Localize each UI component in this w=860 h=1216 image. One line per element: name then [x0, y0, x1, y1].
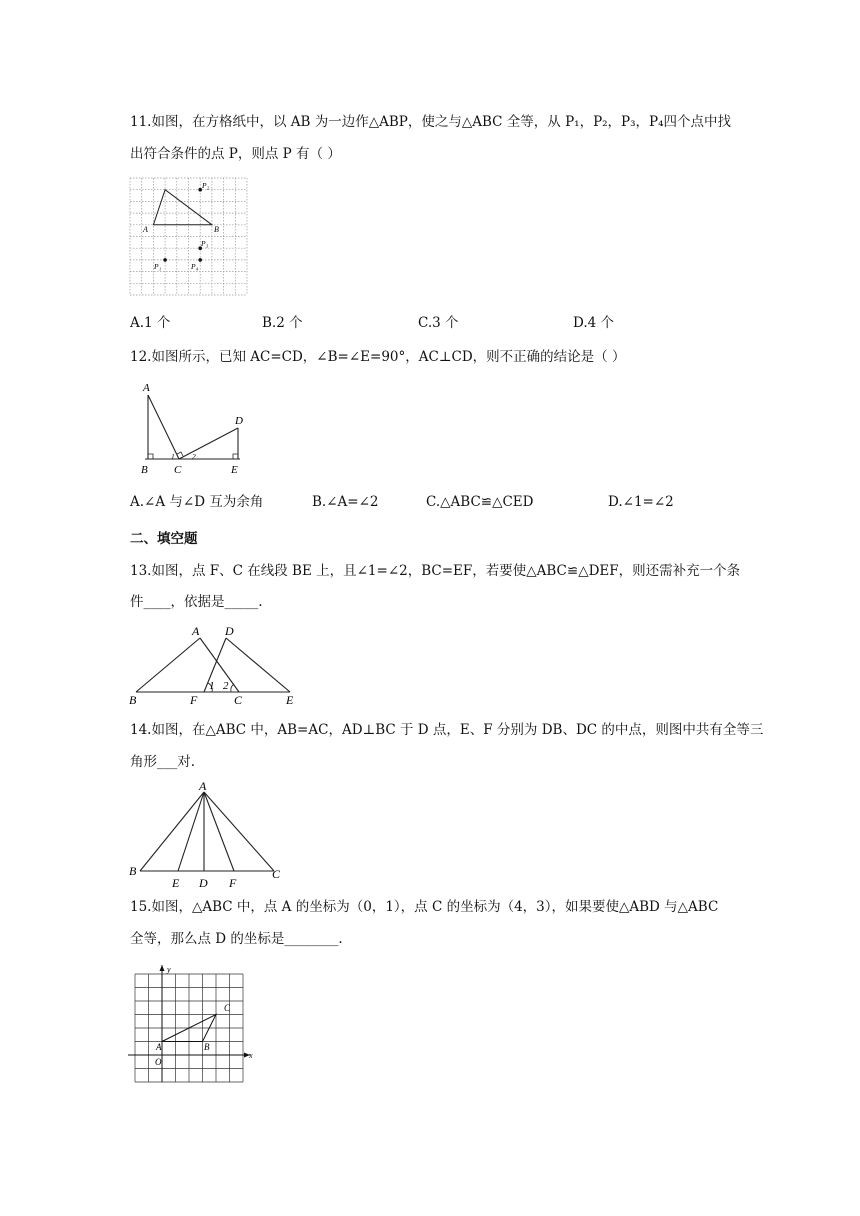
q11-label-p3: P₃	[201, 239, 209, 248]
q15-label-a: A	[156, 1042, 162, 1052]
q14-text-line1: 14.如图，在△ABC 中，AB=AC，AD⊥BC 于 D 点，E、F 分别为 DB、DC 的中点，则图中共有全等三	[130, 722, 764, 738]
q13-label-f: F	[190, 693, 198, 707]
q15-label-o: O	[155, 1057, 162, 1067]
q13-label-2: 2	[223, 680, 229, 692]
q12-option-c: C.△ABC≌△CED	[426, 494, 534, 510]
q12-label-c: C	[174, 464, 182, 476]
q14-label-e: E	[172, 876, 180, 890]
q11-label-a: A	[143, 225, 148, 234]
q15-label-y: y	[167, 965, 171, 974]
q11-option-d: D.4 个	[573, 315, 615, 331]
q12-label-d: D	[235, 415, 243, 427]
q12-figure	[135, 380, 255, 480]
q11-option-b: B.2 个	[262, 315, 303, 331]
q11-text-line1: 11.如图，在方格纸中，以 AB 为一边作△ABP，使之与△ABC 全等，从 P₁，P₂，P₃，P₄四个点中找	[130, 114, 732, 130]
q13-label-e: E	[286, 693, 294, 707]
q13-figure	[128, 622, 298, 706]
q11-label-p1: P₁	[154, 262, 162, 271]
q12-label-a: A	[143, 382, 150, 394]
q11-grid	[130, 178, 247, 295]
q14-label-f: F	[229, 876, 237, 890]
q11-point-p4	[198, 258, 202, 262]
q12-option-b: B.∠A=∠2	[312, 494, 379, 510]
q12-option-d: D.∠1=∠2	[608, 494, 674, 510]
q13-label-1: 1	[209, 680, 215, 692]
q11-text-line2: 出符合条件的点 P，则点 P 有（ ）	[130, 146, 341, 162]
q11-point-p1	[163, 258, 167, 262]
q12-option-a: A.∠A 与∠D 互为余角	[130, 494, 264, 510]
q12-label-b: B	[141, 464, 148, 476]
q15-text-line2: 全等，那么点 D 的坐标是________.	[130, 931, 343, 947]
q11-option-a: A.1 个	[130, 315, 171, 331]
q12-text-line1: 12.如图所示，已知 AC=CD，∠B=∠E=90°，AC⊥CD，则不正确的结论是（ ）	[130, 349, 626, 365]
q13-text-line2: 件____，依据是_____.	[130, 594, 263, 610]
q15-label-x: x	[249, 1051, 253, 1060]
q13-label-b: B	[129, 693, 137, 707]
q12-label-e: E	[231, 464, 238, 476]
q15-text-line1: 15.如图，△ABC 中，点 A 的坐标为（0，1），点 C 的坐标为（4，3），如果要使△ABD 与△ABC	[130, 899, 719, 915]
q14-text-line2: 角形___对.	[130, 754, 196, 770]
q13-label-d: D	[225, 624, 234, 638]
q11-grid-figure	[130, 178, 250, 298]
q14-label-a: A	[199, 779, 207, 793]
q11-label-p4: P₄	[191, 262, 199, 271]
q11-label-b: B	[214, 225, 219, 234]
q11-label-p2: P₂	[202, 181, 210, 190]
q13-label-a: A	[192, 624, 200, 638]
q11-option-c: C.3 个	[418, 315, 459, 331]
section-heading-fill-in: 二、填空题	[130, 531, 198, 547]
q13-label-c: C	[234, 693, 243, 707]
q14-label-c: C	[272, 867, 281, 881]
q15-label-c: C	[224, 1003, 231, 1013]
q14-label-b: B	[129, 864, 137, 878]
q15-label-b: B	[204, 1042, 210, 1052]
q15-coordinate-figure	[128, 962, 258, 1084]
q13-text-line1: 13.如图，点 F、C 在线段 BE 上，且∠1=∠2，BC=EF，若要使△ABC≌△DEF，则还需补充一个条	[130, 563, 741, 579]
q14-figure	[128, 780, 288, 890]
q14-label-d: D	[199, 876, 208, 890]
q11-triangle-abc	[153, 190, 212, 225]
q12-label-1: 1	[171, 452, 175, 461]
q12-label-2: 2	[192, 452, 196, 461]
